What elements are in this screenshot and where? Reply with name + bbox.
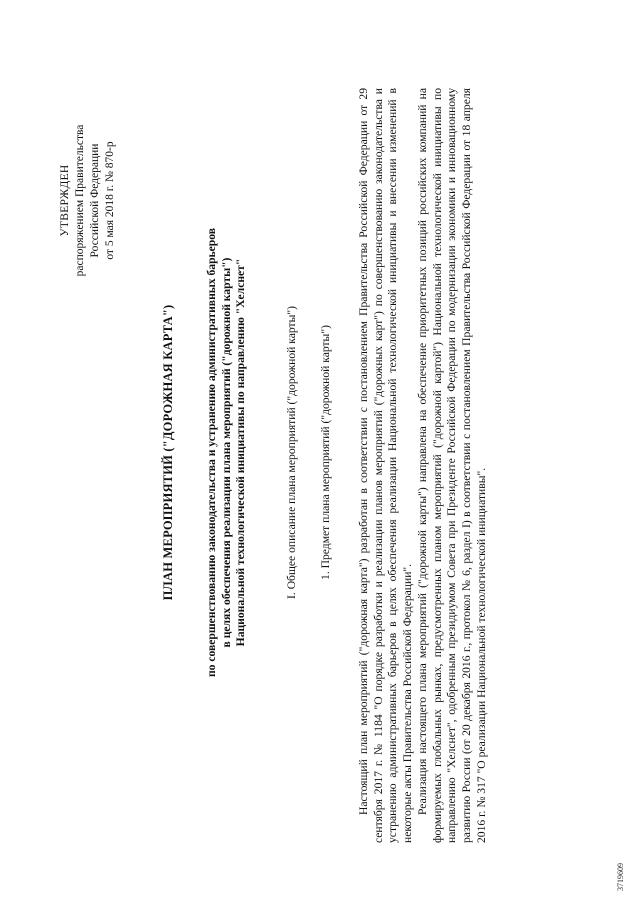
subsection-heading: 1. Предмет плана мероприятий ("дорожной карты")	[319, 325, 332, 580]
section-heading: I. Общее описание плана мероприятий ("дорожной карты")	[285, 306, 298, 599]
paragraph: Реализация настоящего плана мероприятий ("дорожной карты") направлена на обеспечение приоритетных позиций российских компаний на формируемых глобальных рынках, предусмотренных планом мероприятий ("дорожной картой") Национальной технологической инициативы по направлению "Хелснет", одобренным президиумом Совета при Президенте Российской Федерации по модернизации экономики и инновационному развитию России (от 20 декабря 2016 г., протокол № 6, раздел I) в соответствии с постановлением Правительства Российской Федерации от 18 апреля 2016 г. № 317 "О реализации Национальной технологической инициативы".	[415, 88, 488, 843]
document-title: ПЛАН МЕРОПРИЯТИЙ ("ДОРОЖНАЯ КАРТА")	[161, 304, 175, 601]
document-subtitle-line: Национальной технологической инициативы по направлению "Хелснет"	[234, 258, 248, 647]
approval-line: Российской Федерации	[89, 143, 101, 258]
paragraph: Настоящий план мероприятий ("дорожная карта") разработан в соответствии с постановлением Правительства Российской Федерации от 29 сентября 2017 г. № 1184 "О порядке разработки и реализации планов мероприятий ("дорожных карт") по совершенствованию законодательства и устранению административных барьеров в целях обеспечения реализации Национальной технологической инициативы и внесении изменений в некоторые акты Правительства Российской Федерации".	[357, 88, 415, 843]
approval-heading: УТВЕРЖДЕН	[59, 164, 71, 237]
approval-date: от 5 мая 2018 г. № 870-р	[104, 141, 116, 260]
document-title-block	[160, 0, 249, 905]
document-code: 3719609	[616, 863, 625, 891]
document-subtitle-line: по совершенствованию законодательства и устранению административных барьеров	[205, 227, 218, 678]
body-text	[357, 88, 489, 843]
document-subtitle-line: в целях обеспечения реализации плана мероприятий ("дорожной карты")	[219, 257, 233, 648]
approval-line: распоряжением Правительства	[74, 124, 86, 277]
approval-stamp	[58, 108, 118, 293]
